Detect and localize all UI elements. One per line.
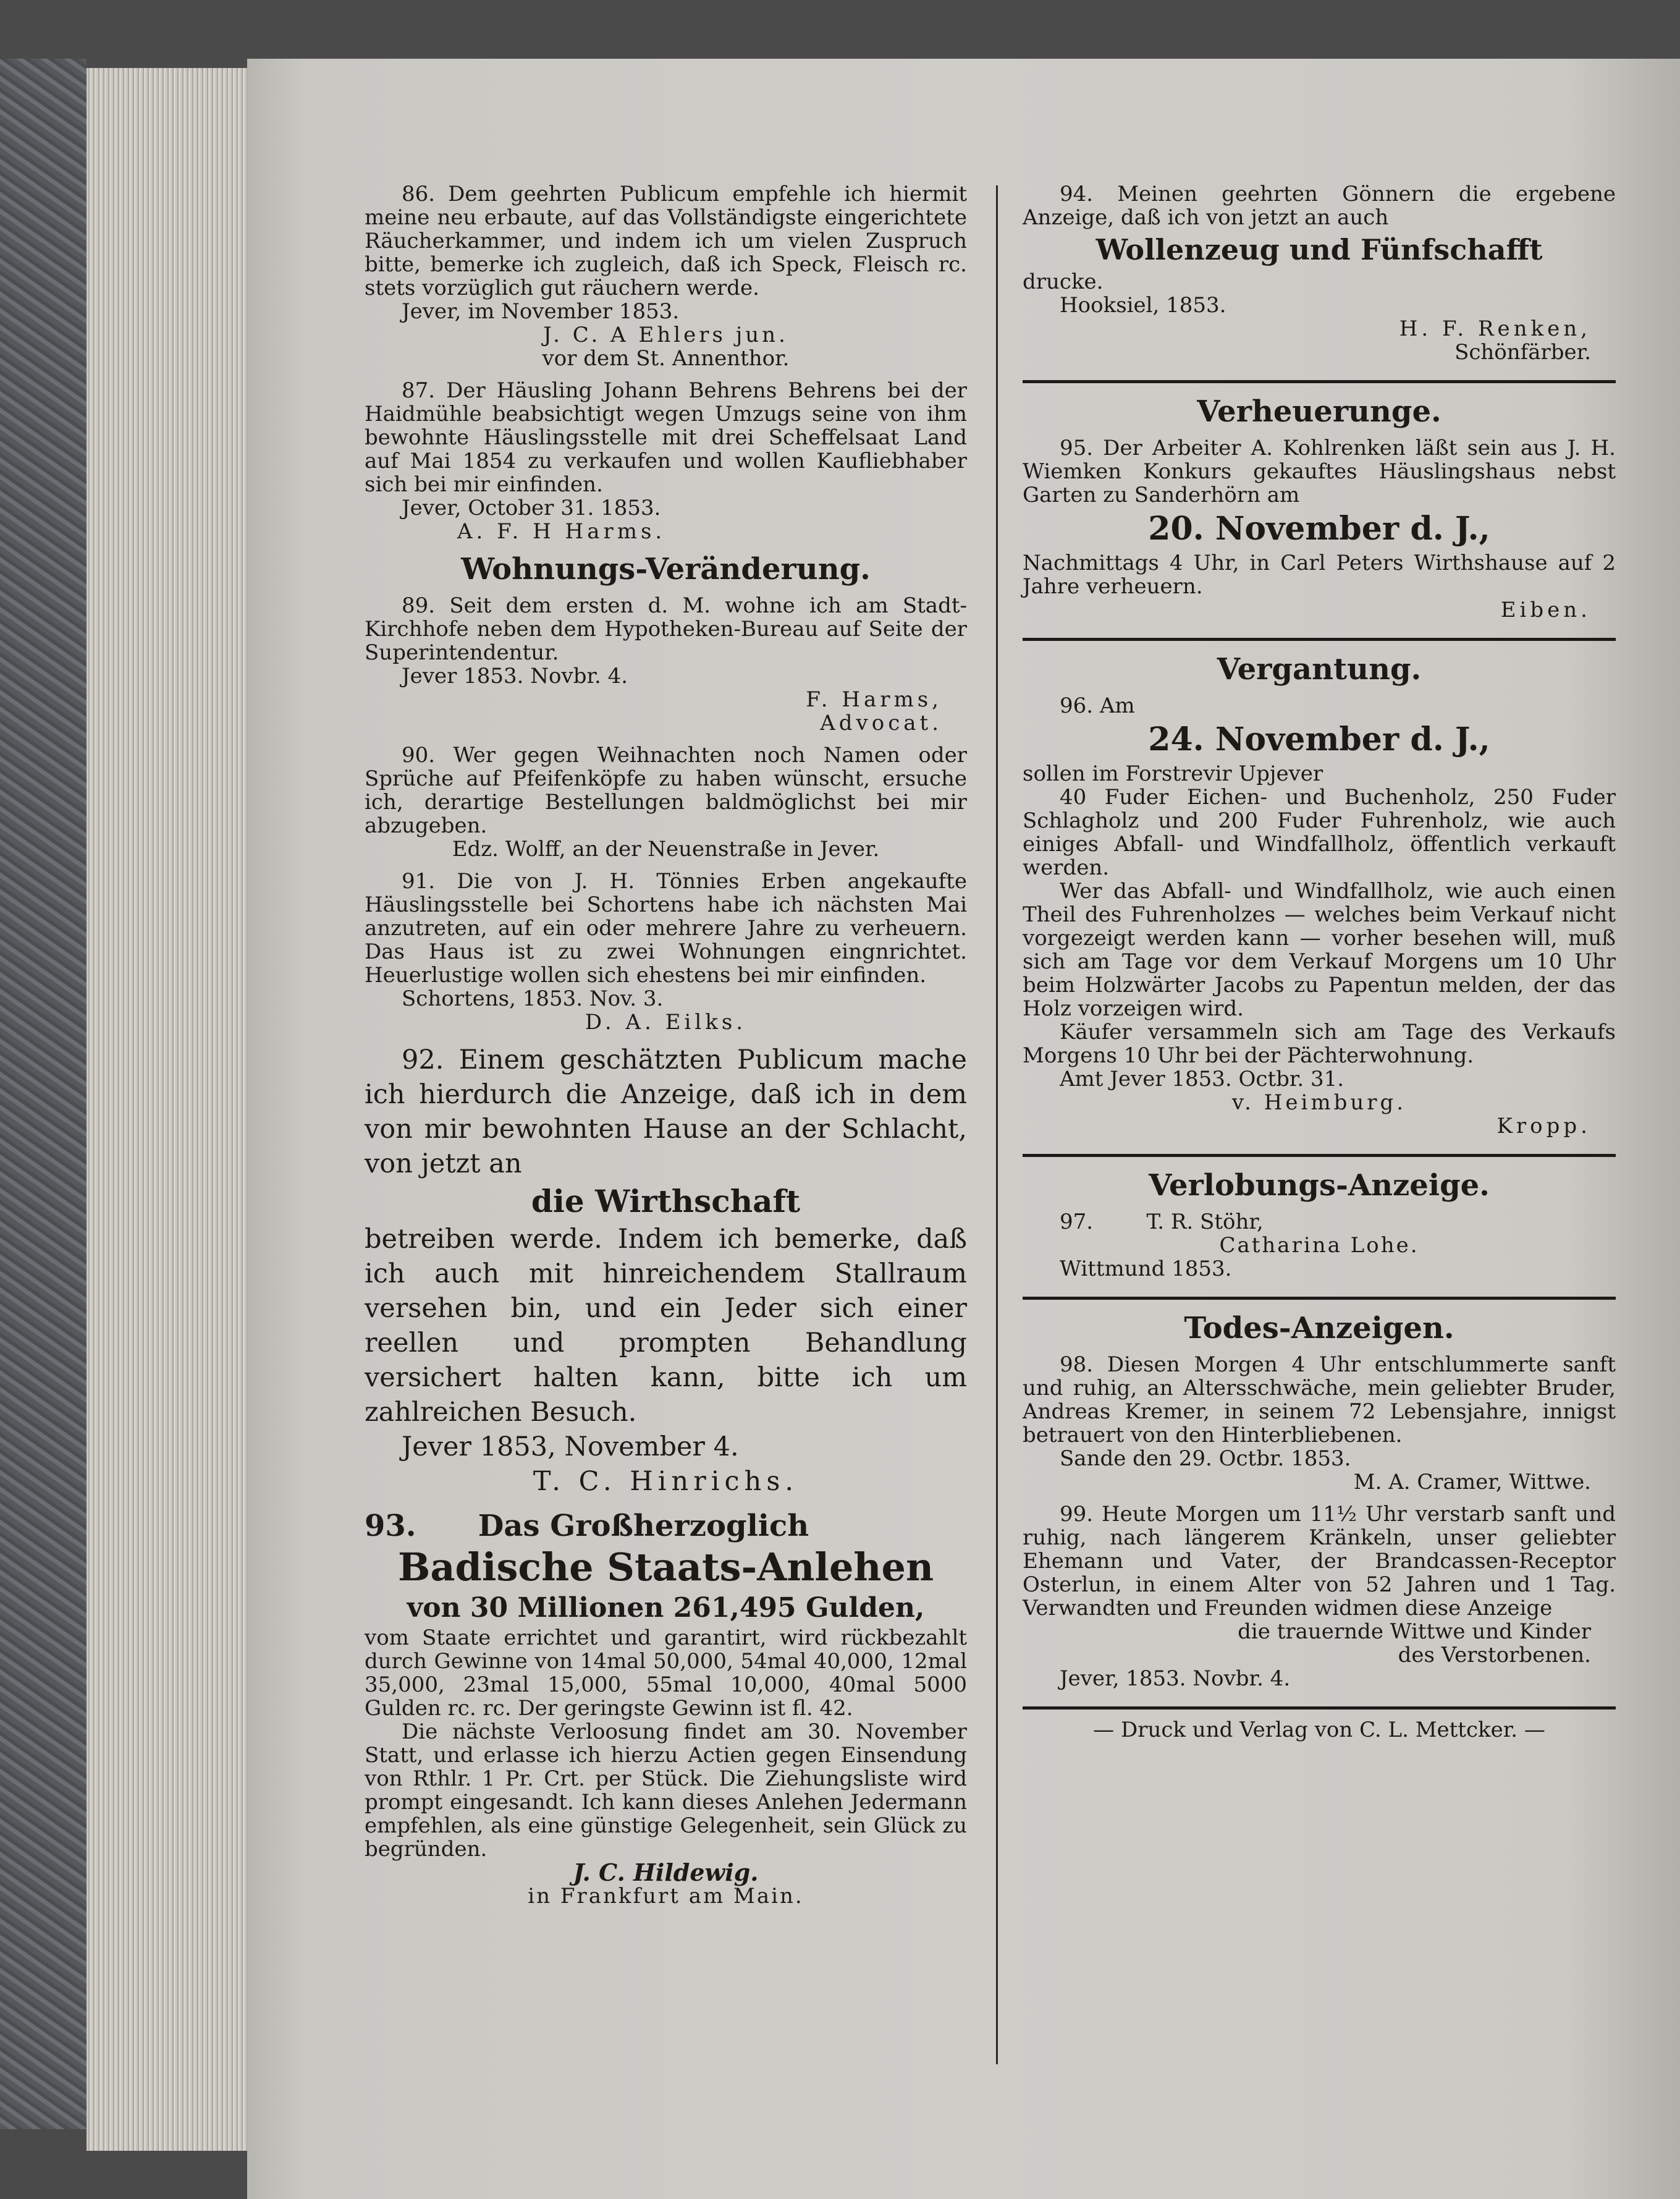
notice-signature: Eiben. — [1500, 598, 1591, 622]
notice-place-date: Jever 1853, November 4. — [402, 1431, 739, 1462]
notice-signature: v. Heimburg. — [1231, 1090, 1407, 1115]
notice-text: Wer das Abfall- und Windfallholz, wie auch einen Theil des Fuhrenholzes — welches beim Verkauf nicht vorgezeigt werden kann — vorher besehen will, muß sich am Tage vor dem Verkauf Morgens um 10 Uhr beim Holzwärter Jacobs zu Papentun melden, der das Holz vorzeigen wird. — [1023, 879, 1616, 1021]
notice-highlight: die Wirthschaft — [531, 1183, 801, 1219]
notice-date: 20. November d. J., — [1148, 510, 1490, 548]
notice-signature: A. F. H Harms. — [457, 519, 666, 544]
notice-signature-line: des Verstorbenen. — [1398, 1643, 1591, 1667]
notice-signature: die trauernde Wittwe und Kinder — [1238, 1619, 1591, 1644]
notice-91 — [365, 870, 967, 1034]
notice-87 — [365, 379, 967, 543]
notice-text: 92. Einem geschätzten Publicum mache ich hierdurch die Anzeige, daß ich in dem von mir bewohnten Hause an der Schlacht, von jetzt an — [365, 1044, 967, 1179]
notice-98 — [1023, 1308, 1616, 1494]
notice-text: Käufer versammeln sich am Tage des Verkaufs Morgens 10 Uhr bei der Pächterwohnung. — [1023, 1020, 1616, 1068]
section-rule — [1023, 380, 1616, 383]
right-column — [1023, 182, 1616, 1742]
notice-signature: F. Harms, — [806, 687, 942, 712]
notice-93 — [365, 1507, 967, 1908]
left-column — [365, 182, 967, 1908]
notice-signature: Edz. Wolff, an der Neuenstraße in Jever. — [452, 837, 880, 862]
section-rule — [1023, 1297, 1616, 1300]
notice-signature-line: Advocat. — [820, 711, 942, 735]
notice-text: 89. Seit dem ersten d. M. wohne ich am Stadt-Kirchhofe neben dem Hypotheken-Bureau auf Seite der Superintendentur. — [365, 593, 967, 665]
notice-place-date: Amt Jever 1853. Octbr. 31. — [1060, 1067, 1344, 1091]
section-heading: Verheuerunge. — [1197, 394, 1442, 429]
section-rule — [1023, 1706, 1616, 1710]
notice-86 — [365, 182, 967, 370]
notice-text: Die nächste Verloosung findet am 30. November Statt, und erlasse ich hierzu Actien gegen Einsendung von Rthlr. 1 Pr. Crt. per Stück. Die Ziehungsliste wird prompt eingesandt. Ich kann dieses Anlehen Jedermann empfehlen, als eine günstige Gelegenheit, sein Glück zu begründen. — [365, 1719, 967, 1862]
notice-place-date: Jever 1853. Novbr. 4. — [402, 664, 628, 689]
notice-text: 91. Die von J. H. Tönnies Erben angekaufte Häuslingsstelle bei Schortens habe ich nächsten Mai anzutreten, auf ein oder mehrere Jahre zu verheuern. Das Haus ist zu zwei Wohnungen eingnrichtet. Heuerlustige wollen sich ehestens bei mir einfinden. — [365, 869, 967, 988]
notice-signature: T. C. Hinrichs. — [533, 1466, 799, 1497]
notice-text: Nachmittags 4 Uhr, in Carl Peters Wirthshause auf 2 Jahre verheuern. — [1023, 551, 1616, 599]
notice-text: 99. Heute Morgen um 11½ Uhr verstarb sanft und ruhig, nach längerem Kränkeln, unser geliebter Ehemann und Vater, der Brandcassen-Receptor Osterlun, in einem Alter von 52 Jahren und 1 Tag. Verwandten und Freunden widmen diese Anzeige — [1023, 1502, 1616, 1621]
notice-text: drucke. — [1023, 269, 1104, 294]
notice-signature: D. A. Eilks. — [585, 1010, 747, 1035]
notice-95 — [1023, 392, 1616, 622]
book-cover-edge — [0, 59, 87, 2129]
notice-text: 98. Diesen Morgen 4 Uhr entschlummerte sanft und ruhig, an Altersschwäche, mein geliebter Bruder, Andreas Kremer, in seinem 72 Lebensjahre, innigst betrauert von den Hinterbliebenen. — [1023, 1352, 1616, 1447]
notice-place-date: Sande den 29. Octbr. 1853. — [1060, 1446, 1351, 1471]
notice-title: Badische Staats-Anlehen — [397, 1544, 934, 1590]
notice-place-date: Jever, 1853. Novbr. 4. — [1060, 1666, 1291, 1691]
section-heading: Todes-Anzeigen. — [1184, 1311, 1454, 1345]
notice-signature-line: vor dem St. Annenthor. — [542, 346, 790, 371]
section-heading: Verlobungs-Anzeige. — [1149, 1168, 1490, 1203]
notice-signature-line: Schönfärber. — [1454, 340, 1591, 365]
notice-signature: H. F. Renken, — [1399, 316, 1591, 341]
notice-text: 40 Fuder Eichen- und Buchenholz, 250 Fuder Schlagholz und 200 Fuder Fuhrenholz, wie auch einiges Abfall- und Windfallholz, öffentlich verkauft werden. — [1023, 785, 1616, 880]
column-divider — [996, 185, 998, 2064]
notice-94 — [1023, 182, 1616, 364]
notice-text: 95. Der Arbeiter A. Kohlrenken läßt sein aus J. H. Wiemken Konkurs gekauftes Häuslingshaus nebst Garten zu Sanderhörn am — [1023, 436, 1616, 507]
notice-text: betreiben werde. Indem ich bemerke, daß ich auch mit hinreichendem Stallraum versehen bin, und ein Jeder sich einer reellen und prompten Behandlung versichert halten kann, bitte ich um zahlreichen Besuch. — [365, 1224, 967, 1428]
section-heading: Vergantung. — [1217, 652, 1422, 687]
notice-highlight: Wollenzeug und Fünfschafft — [1095, 233, 1543, 266]
notice-text: sollen im Forstrevir Upjever — [1023, 761, 1323, 786]
notice-place-date: Jever, October 31. 1853. — [402, 496, 661, 520]
notice-text: 90. Wer gegen Weihnachten noch Namen oder Sprüche auf Pfeifenköpfe zu haben wünscht, ersuche ich, derartige Bestellungen baldmöglichst bei mir abzugeben. — [365, 743, 967, 838]
notice-text: 97. T. R. Stöhr, — [1060, 1210, 1264, 1234]
notice-place-date: Jever, im November 1853. — [402, 299, 680, 324]
page-footer-imprint: — Druck und Verlag von C. L. Mettcker. — — [1093, 1718, 1545, 1742]
notice-place-date: Hooksiel, 1853. — [1060, 293, 1226, 318]
page-stack-edge — [87, 68, 253, 2151]
notice-96 — [1023, 650, 1616, 1138]
notice-place-date: Wittmund 1853. — [1060, 1256, 1232, 1281]
notice-place-date: Schortens, 1853. Nov. 3. — [402, 986, 664, 1011]
notice-97 — [1023, 1166, 1616, 1281]
notice-text: 86. Dem geehrten Publicum empfehle ich hiermit meine neu erbaute, auf das Vollständigste eingerichtete Räucherkammer, und indem ich um vielen Zuspruch bitte, bemerke ich zugleich, daß ich Speck, Fleisch rc. stets vorzüglich gut räuchern werde. — [365, 182, 967, 300]
section-rule — [1023, 638, 1616, 641]
section-rule — [1023, 1154, 1616, 1157]
notice-99 — [1023, 1502, 1616, 1690]
notice-text: 96. Am — [1060, 693, 1135, 718]
section-heading: Wohnungs-Veränderung. — [461, 552, 871, 587]
notice-signature-line: Kropp. — [1496, 1114, 1591, 1138]
notice-subtitle: von 30 Millionen 261,495 Gulden, — [407, 1592, 925, 1624]
notice-text: Catharina Lohe. — [1219, 1233, 1419, 1258]
notice-90 — [365, 744, 967, 861]
notice-signature: J. C. Hildewig. — [573, 1858, 759, 1886]
notice-title-line: 93. Das Großherzoglich — [365, 1509, 809, 1543]
notice-89 — [365, 549, 967, 735]
notice-signature-line: in Frankfurt am Main. — [528, 1884, 804, 1909]
notice-signature: M. A. Cramer, Wittwe. — [1353, 1470, 1591, 1494]
notice-text: 87. Der Häusling Johann Behrens Behrens bei der Haidmühle beabsichtigt wegen Umzugs seine von ihm bewohnte Häuslingsstelle mit drei Scheffelsaat Land auf Mai 1854 zu verkaufen und wollen Kaufliebhaber sich bei mir einfinden. — [365, 378, 967, 497]
notice-text: vom Staate errichtet und garantirt, wird rückbezahlt durch Gewinne von 14mal 50,000, 54mal 40,000, 12mal 35,000, 23mal 15,000, 55mal 10,000, 40mal 5000 Gulden rc. rc. Der geringste Gewinn ist fl. 42. — [365, 1625, 967, 1721]
notice-date: 24. November d. J., — [1148, 721, 1490, 758]
notice-92 — [365, 1043, 967, 1499]
notice-text: 94. Meinen geehrten Gönnern die ergebene Anzeige, daß ich von jetzt an auch — [1023, 182, 1616, 230]
notice-signature: J. C. A Ehlers jun. — [543, 323, 788, 347]
